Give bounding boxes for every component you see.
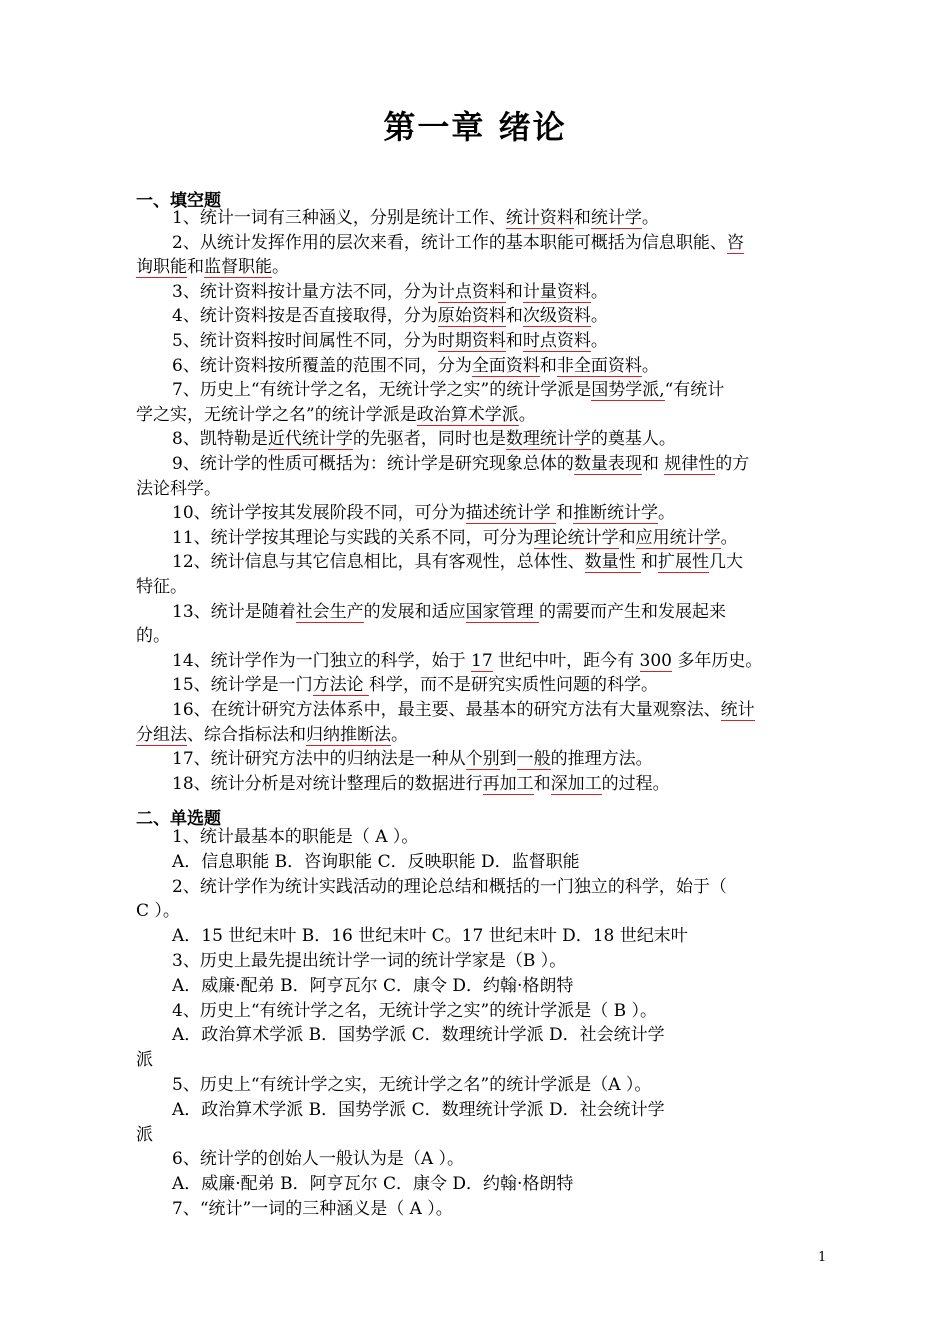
question-text: 的过程。 [601,773,670,794]
answer-text: 非全面资料 [556,355,642,376]
section-heading-single-choice: 二、单选题 [136,809,221,829]
question-line [136,900,180,922]
answer-text: 全面资料 [471,355,540,376]
answer-text: 一般 [516,749,551,770]
answer-text: 再加工 [482,773,534,794]
question-line [172,601,726,623]
question-text: 和 [539,355,557,376]
question-text: 到 [499,749,517,770]
question-text: 多年历史。 [671,650,763,671]
question-text: 9、统计学的性质可概括为：统计学是研究现象总体的 [172,454,574,474]
question-line [136,576,187,598]
question-line [172,975,573,997]
question-text: 3、历史上最先提出统计学一词的统计学家是（B ）。 [172,951,567,971]
question-line [172,773,670,795]
question-line [172,551,743,573]
question-line [172,428,676,450]
question-text: A．威廉·配弟 B．阿亨瓦尔 C．康令 D．约翰·格朗特 [172,975,574,996]
answer-text: 方法论 [312,675,370,696]
question-text: 、综合指标法和 [187,724,306,745]
question-line [136,724,408,746]
question-line [172,527,738,549]
question-text: 特征。 [136,577,187,597]
question-text: 2、从统计发挥作用的层次来看，统计工作的基本职能可概括为信息职能、 [172,232,727,253]
answer-text: 300 [639,650,672,671]
question-line [172,1024,665,1046]
question-line [172,502,675,524]
question-text: 2、统计学作为统计实践活动的理论总结和概括的一门独立的科学，始于（ [172,876,727,897]
question-text: 和 [556,503,574,524]
question-text: A．15 世纪末叶 B．16 世纪末叶 C。17 世纪末叶 D．18 世纪末叶 [172,926,688,947]
chapter-title: 第一章 绪论 [383,108,567,146]
question-line [136,625,170,647]
question-text: 5、统计资料按时间属性不同，分为 [172,331,438,351]
answer-text: 数理统计学 [505,429,591,450]
question-text: 和 [533,773,551,794]
question-text: 和 [187,257,204,278]
answer-text: 国家管理 [465,601,540,622]
question-text: 4、统计资料按是否直接取得，分为 [172,306,438,327]
question-text: 6、统计学的创始人一般认为是（A ）。 [172,1149,464,1170]
question-line [172,950,566,972]
question-text: “有统计 [664,380,725,401]
question-line [172,674,658,696]
question-line [172,1099,665,1121]
answer-text: 国势学派, [591,380,665,401]
question-text: 6、统计资料按所覆盖的范围不同，分为 [172,355,472,376]
answer-text: 推断统计学 [573,503,659,524]
question-text: 。 [720,527,738,548]
answer-text: 深加工 [550,773,602,794]
page-number: 1 [818,1250,827,1265]
question-text: 的方 [715,454,750,474]
question-text: 科学，而不是研究实质性问题的科学。 [369,675,659,696]
question-text: 13、统计是随着 [172,601,296,622]
question-text: 1、统计一词有三种涵义，分别是统计工作、 [172,208,506,228]
question-line [172,207,659,229]
question-text: 3、统计资料按计量方法不同，分为 [172,281,438,302]
question-line [136,256,289,278]
question-text: 。 [518,404,536,425]
answer-text: 统计 [720,700,755,720]
question-text: 和 [573,208,591,228]
question-line [172,1198,453,1220]
answer-text: 计量资料 [522,281,591,302]
question-text: 7、“统计”一词的三种涵义是（ A ）。 [172,1199,453,1219]
question-text: 。 [272,257,289,278]
answer-text: 数量性 [584,552,642,573]
question-line [172,925,688,947]
answer-text: 理论统计学 [533,527,619,548]
question-text: A．威廉·配弟 B．阿亨瓦尔 C．康令 D．约翰·格朗特 [172,1174,574,1195]
question-text: 和 [641,454,665,474]
question-text: 4、历史上“有统计学之名，无统计学之实”的统计学派是（ B ）。 [172,1000,657,1021]
answer-text: 监督职能 [204,257,272,278]
question-text: 和 [505,306,523,327]
question-text: 。 [590,331,608,351]
question-text: 和 [641,552,659,573]
question-line [172,232,744,254]
question-text: 14、统计学作为一门独立的科学，始于 [172,650,472,671]
question-text: C ）。 [136,901,180,922]
question-line [172,748,653,770]
question-text: 11、统计学按其理论与实践的关系不同，可分为 [172,527,534,548]
question-text: 的先驱者，同时也是 [352,429,506,450]
question-line [172,330,608,352]
answer-text: 分组法 [136,724,187,745]
answer-text: 原始资料 [437,306,506,327]
question-text: 几大 [709,552,744,573]
question-line [172,699,755,721]
answer-text: 扩展性 [658,552,710,573]
question-text: A．政治算术学派 B．国势学派 C．数理统计学派 D．社会统计学 [172,1099,665,1120]
question-text: 世纪中叶，距今有 [492,650,640,671]
question-text: 。 [590,281,608,302]
answer-text: 询职能 [136,257,187,278]
question-text: A．政治算术学派 B．国势学派 C．数理统计学派 D．社会统计学 [172,1025,665,1046]
question-line [172,1000,657,1022]
question-line [172,1148,464,1170]
question-line [136,404,536,426]
question-text: 的发展和适应 [363,601,466,622]
answer-text: 计点资料 [437,281,506,302]
question-text: 法论科学。 [136,478,221,499]
question-line [172,650,762,672]
question-text: 。 [590,306,608,327]
question-line [172,1074,651,1096]
answer-text: 社会生产 [295,601,364,622]
question-text: 派 [136,1050,153,1071]
question-text: 1、统计最基本的职能是（ A ）。 [172,827,419,847]
answer-text: 数量表现 [573,454,642,474]
question-line [172,305,608,327]
question-line [172,453,749,475]
question-text: 和 [505,331,523,351]
question-text: A．信息职能 B．咨询职能 C．反映职能 D．监督职能 [172,851,580,872]
question-text: 的。 [136,626,170,647]
answer-text: 政治算术学派 [416,404,519,425]
question-text: 16、在统计研究方法体系中，最主要、最基本的研究方法有大量观察法、 [172,700,721,720]
answer-text: 规律性 [664,454,716,474]
question-text: 15、统计学是一门 [172,675,313,696]
question-line [136,1124,153,1146]
question-text: 的推理方法。 [550,749,653,770]
answer-text: 17 [471,650,493,671]
answer-text: 描述统计学 [465,503,557,524]
question-line [172,826,418,848]
question-line [172,876,727,898]
question-text: 的奠基人。 [590,429,676,450]
question-text: 和 [618,527,636,548]
question-text: 学之实，无统计学之名”的统计学派是 [136,404,417,425]
question-text: 5、历史上“有统计学之实，无统计学之名”的统计学派是（A ）。 [172,1075,652,1095]
answer-text: 应用统计学 [635,527,721,548]
question-line [136,1049,153,1071]
answer-text: 归纳推断法 [306,724,391,745]
question-line [136,478,221,500]
question-text: 的需要而产生和发展起来 [539,601,727,622]
question-line [172,281,608,303]
question-line [172,851,580,873]
answer-text: 统计学 [590,208,642,228]
answer-text: 咨 [726,232,744,253]
question-text: 。 [641,355,659,376]
answer-text: 次级资料 [522,306,591,327]
question-line [172,1173,573,1195]
question-text: 派 [136,1124,153,1145]
answer-text: 个别 [465,749,500,770]
question-text: 。 [658,503,676,524]
question-text: 12、统计信息与其它信息相比，具有客观性，总体性、 [172,552,585,573]
question-text: 。 [391,724,408,745]
question-text: 17、统计研究方法中的归纳法是一种从 [172,749,466,770]
answer-text: 时期资料 [437,331,506,351]
question-text: 。 [641,208,659,228]
question-text: 和 [505,281,523,302]
answer-text: 近代统计学 [267,429,353,450]
section-heading-fill-blank: 一、填空题 [136,191,221,211]
question-line [172,379,724,401]
answer-text: 统计资料 [505,208,574,228]
question-line [172,355,659,377]
question-text: 10、统计学按其发展阶段不同，可分为 [172,503,466,524]
question-text: 8、凯特勒是 [172,429,268,450]
question-text: 18、统计分析是对统计整理后的数据进行 [172,773,483,794]
question-text: 7、历史上“有统计学之名，无统计学之实”的统计学派是 [172,380,592,401]
answer-text: 时点资料 [522,331,591,351]
